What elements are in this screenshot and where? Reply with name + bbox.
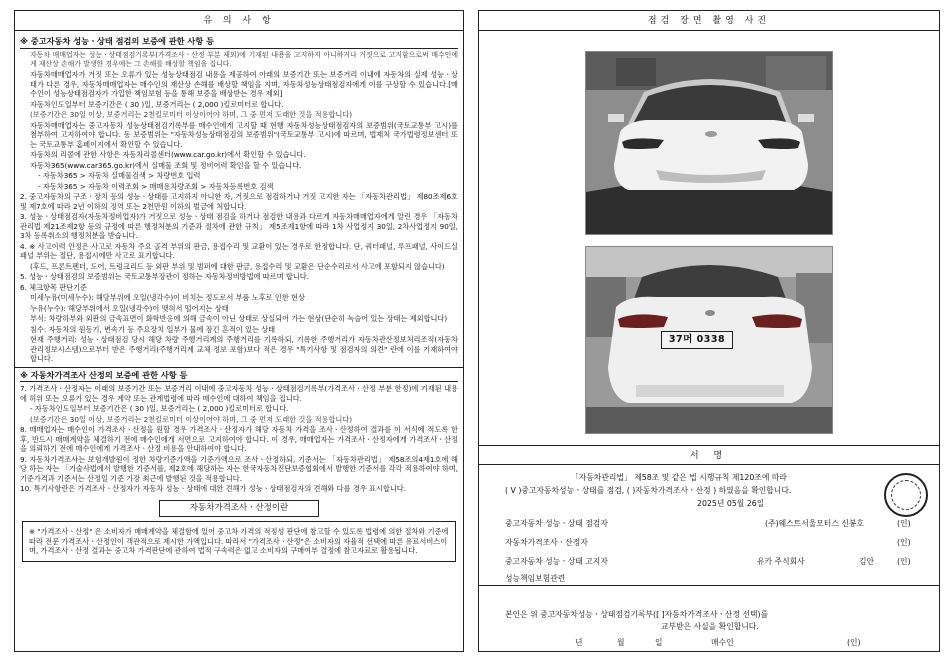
criteria-leak: 누유(누수): 해당부위에서 오일(냉각수)이 맺혀서 떨어지는 상태: [30, 303, 229, 313]
notice-item-8: 8. 매매업자는 매수인이 가격조사ㆍ산정을 원할 경우 가격조사ㆍ산정자가 해당 자동차 가격을 조사ㆍ산정하여 결과를 이 서식에 적도록 한 후, 반드시 매매계약을 체결하기 전에 매수인에게 서면으로 고지하여야 합니다. 이 경우, 매매업자는 가격조사ㆍ산정자에게 가격조사ㆍ산정을 의뢰하기 전에 매수인에게 가격조사ㆍ산정 비용을 안내하여야 합니다.: [20, 425, 458, 454]
inspector-label: 중고자동차 성능ㆍ상태 점검자: [505, 519, 608, 528]
notifier-value: 유카 주식회사: [757, 557, 805, 566]
signature-law-line: 「자동차관리법」 제58조 및 같은 법 시행규칙 제120조에 따라: [571, 473, 787, 482]
price-assessor-seal-mark: (인): [897, 538, 911, 547]
inspector-value: (주)웨스트서울모터스 신봉호: [765, 519, 864, 528]
notice-item-5: 5. 성능ㆍ상태점검의 보증범위는 국토교통부장관이 정하는 자동차정비방법에 따르며 합니다.: [20, 272, 309, 282]
notice-item-e2: - 자동차365 > 자동차 이력조회 > 매매용차량조회 > 자동차등록번호 검색: [38, 181, 274, 191]
criteria-minor-leak: 미세누유(미세누수): 해당부위에 오일(냉각수)이 비치는 정도로서 부품 노후로 인한 현상: [30, 293, 305, 303]
notice-item-7b: (보증기간은 30일 이상, 보증거리는 2천킬로미터 이상이어야 하며, 그 중 먼저 도래한 것을 적용합니다): [30, 414, 353, 424]
criteria-flooding: 침수: 자동차의 원동기, 변속기 등 주요장치 일부가 물에 잠긴 흔적이 있는 상태: [30, 324, 276, 334]
receipt-buyer-label: 매수인: [711, 638, 734, 647]
notice-item-10: 10. 특기사항란은 가격조사ㆍ산정자가 자동차 성능ㆍ상태에 대한 견해가 성능ㆍ상태점검자의 견해와 다를 경우 표시합니다.: [20, 484, 407, 494]
notice-item-d: 자동차의 리콜에 관한 사항은 자동차리콜센터(www.car.go.kr)에서 확인할 수 있습니다.: [30, 150, 306, 160]
license-plate: 37머 0338: [661, 331, 733, 349]
criteria-mileage: 현재 주행거리: 성능ㆍ상태점검 당시 해당 차량 주행거리계의 주행거리를 기록하되, 기록한 주행거리가 자동차관산정보처리조직(자동차관리정보시스템)으로부터 받은 주행거리(주행거리계 교체 정보 포함)보다 적은 경우 "특기사항 및 점검자의 의견" 란에 이를 기재하여야 합니다.: [30, 335, 458, 364]
criteria-corrosion: 부식: 차량하부와 외판의 금속표면이 화학반응에 의해 금속이 아닌 상태로 상실되어 가는 현상(단순히 녹슬어 있는 상태는 제외합니다): [30, 314, 448, 324]
receipt-day: 일: [655, 638, 663, 647]
front-car-image: [586, 52, 833, 235]
warranty-section-heading: ※ 중고자동차 성능ㆍ상태 점검의 보증에 관한 사항 등: [20, 36, 458, 49]
notice-panel: [14, 10, 464, 652]
photo-sign-panel: [478, 10, 940, 652]
notifier-seal-mark: (인): [897, 557, 911, 566]
notice-item-9: 9. 자동차가격조사는 보험개발원이 정한 차량기준가액을 기준가액으로 조사ㆍ산정하되, 기준서는 「자동차관리법」 제58조의4제1호에 해당 하는 자는 「기술사법에서 발행한 기준서를, 제2호에 해당하는 자는 한국자동차진단보증협회에서 발행한 기준서를 각각 적용하여야 하며, 기준가격과 기준서는 산정일 기준 가장 최근에 발행된 것을 적용합니다.: [20, 454, 458, 483]
section-divider: [15, 367, 463, 368]
inspector-seal-mark: (인): [897, 519, 911, 528]
seal-inner-ring: [891, 480, 921, 510]
price-assessor-label: 자동차가격조사ㆍ산정자: [505, 538, 588, 547]
receipt-year: 년: [575, 638, 583, 647]
notice-item-b: 자동차인도일부터 보증기간은 ( 30 )일, 보증거리는 ( 2,000 )킬로미터로 합니다.: [30, 99, 284, 109]
receipt-line-1: 본인은 위 중고자동차성능ㆍ상태점검기록부([ ]자동차가격조사ㆍ산정 선택)를: [505, 610, 769, 619]
notifier-label: 중고자동차 성능ㆍ상태 고지자: [505, 557, 608, 566]
notice-item-2: 2. 중고자동차의 구조ㆍ장치 등의 성능ㆍ상태를 고지하지 아니한 자, 거짓으로 점검하거나 거짓 고지한 자는 「자동차관리법」 제80조제6호 및 제7호에 따라 2년 이하의 징역 또는 2천만원 이하의 벌금에 처합니다.: [20, 192, 458, 211]
notice-item-e: 자동차365(www.car365.go.kr)에서 실매물 조회 및 정비이력 확인을 할 수 있습니다.: [30, 160, 302, 170]
notice-item-7a: - 자동차인도일부터 보증기간은 ( 30 )일, 보증거리는 ( 2,000 )킬로미터로 합니다.: [30, 404, 289, 414]
notice-item-4b: (후드, 프론트펜더, 도어, 트렁크리드 등 외판 부위 및 범퍼에 대한 판금, 용접수리 및 교환은 단순수리로서 사고에 포함되지 않습니다): [30, 261, 445, 271]
price-section-heading: ※ 자동차가격조사 산정의 보증에 관한 사항 등: [20, 370, 458, 383]
notice-intro: 자동차 매매업자는 성능ㆍ상태점검기록부(가격조사ㆍ산정 부분 제외)에 기재된 내용을 고지하지 아니하거나 거짓으로 고지함으로써 매수인에게 재산상 손해가 발생한 경우에는 그 손해를 배상할 책임을 집니다.: [30, 50, 458, 68]
notice-item-c: 자동차매매업자는 중고자동차 성능상태점검기록부를 매수인에게 고지할 때 현행 자동차성능상태점검자의 보증범위(국토교통부 고시)를 첨부하여 고지하여야 합니다. 동 보증범위는 "자동차성능상태점검의 보증범위"(국토교통부 고시)에 따르며, 법제처 국가법령정보센터 또는 국토교통부 홈페이지에서 확인할 수 있습니다.: [30, 120, 458, 149]
notice-item-4: 4. ※ 사고이력 인정은 사고로 자동차 주요 골격 부위의 판금, 용접수리 및 교환이 있는 경우로 한정합니다. 단, 쿼터패널, 루프패널, 사이드실패널 부위는 절단, 용접시에만 사고로 표기합니다.: [20, 241, 458, 261]
signature-area: [479, 465, 939, 585]
notice-item-3: 3. 성능ㆍ상태점검자(자동차정비업자)가 거짓으로 성능ㆍ상태 점검을 하거나 점검한 내용과 다르게 자동차매매업자에게 알린 경우 「자동차관리법 제21조제2항 등의 규정에 따른 행정처분의 기준과 절차에 관한 규칙」 제5조제1항에 따라 1차 사업정지 30일, 2차사업정지 90일, 3차 등록취소의 행정처분을 받습니다.: [20, 212, 458, 241]
notice-item-b2: (보증기간은 30일 이상, 보증거리는 2천킬로미터 이상이어야 하며, 그 중 먼저 도래한 것을 적용합니다): [30, 110, 353, 120]
photo-title: 점검 장면 촬영 사진: [479, 11, 939, 31]
liability-insurance-label: 성능책임보험관련: [505, 574, 566, 583]
receipt-line-2: 교부받은 사실을 확인합니다.: [661, 622, 759, 631]
receipt-buyer-seal-mark: (인): [847, 638, 861, 647]
signature-title: 서 명: [479, 445, 939, 465]
notifier-name: 김안: [859, 557, 875, 566]
signature-confirm-line: ( V )중고자동차성능ㆍ상태를 점검, ( )자동차가격조사ㆍ산정 ) 하였음을 확인합니다.: [505, 486, 792, 495]
price-definition-box: ※ "가격조사ㆍ산정" 은 소비자가 매매계약을 체결함에 있어 중고차 가격의 적정성 판단에 참고할 수 있도록 법령에 의한 절차와 기준에 따라 전문 가격조사ㆍ산정인이 객관적으로 제시한 가액입니다. 따라서 "가격조사ㆍ산정"은 소비자의 자율적 선택에 따른 유료서비스이며, 가격조사ㆍ산정 결과는 중고차 가격판단에 관하여 법적 구속력은 없고 소비자의 구매여부 결정에 참고자료로 활용됩니다.: [22, 521, 456, 562]
notice-item-7: 7. 가격조사ㆍ산정자는 이래의 보증기간 또는 보증거리 이내에 중고자동차 성능ㆍ상태점검기록부(가격조사ㆍ산정 부분 한정)에 기재된 내용에 허위 또는 오류가 있는 경우 계약 또는 관계법령에 따라 매수인에 대하여 책임을 집니다.: [20, 384, 458, 403]
buyer-receipt-section: [479, 585, 939, 653]
inspector-seal-stamp: [884, 473, 928, 517]
notice-item-e1: - 자동차365 > 자동차 실매물검색 > 차량번호 입력: [38, 171, 201, 181]
notice-item-6: 6. 체크항목 판단기준: [20, 282, 87, 292]
notice-title: 유 의 사 항: [15, 11, 463, 31]
signature-date: 2025년 05월 26일: [697, 499, 765, 508]
front-car-photo: [585, 51, 833, 235]
price-definition-title: 자동차가격조사ㆍ산정이란: [159, 500, 319, 517]
receipt-month: 월: [617, 638, 625, 647]
notice-item-a: 자동차매매업자가 거짓 또는 오류가 있는 성능상태점검 내용을 제공하여 아래의 보증기간 또는 보증거리 이내에 자동차의 실제 성능ㆍ상태가 다른 경우, 자동차매매업자는 매수인의 재산상 손해를 배상할 책임을 지며, 자동차성능상태점검자에게 이를 구상할 수 있습니다.[매수인이 성능상태점검자가 가입한 책임보험 등을 통해 보증을 배상받는 경우 제외]: [30, 70, 458, 99]
notice-body: [15, 31, 463, 562]
